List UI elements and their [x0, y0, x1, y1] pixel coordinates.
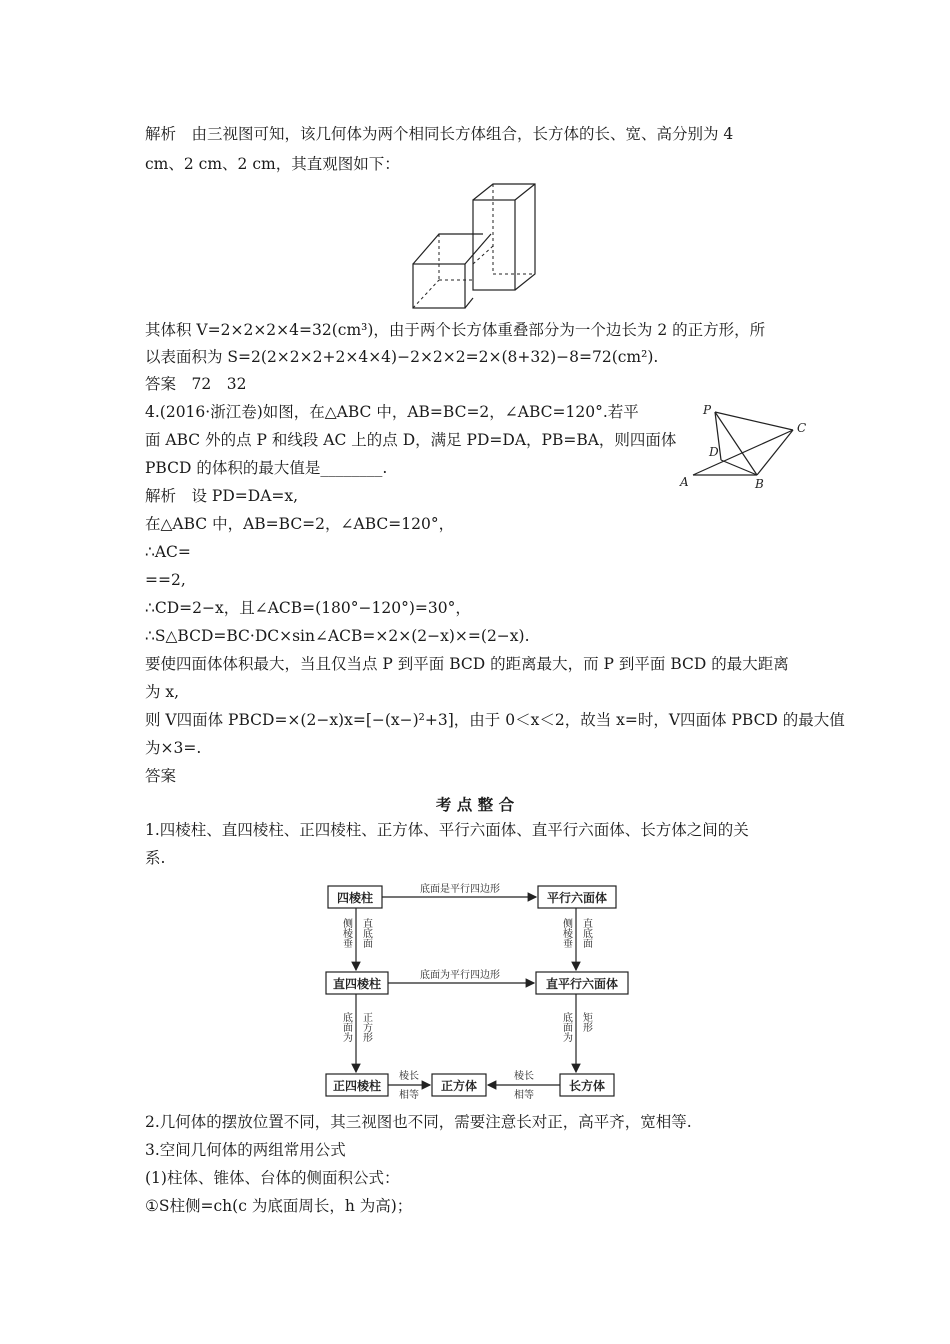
analysis2-line2: 在△ABC 中，AB=BC=2，∠ABC=120°，: [145, 515, 455, 533]
analysis2-line4: ==2,: [145, 571, 186, 589]
edge-right-top-a: 侧棱垂: [560, 918, 572, 948]
analysis2-line3: ∴AC=: [145, 543, 191, 561]
edge-bottom-right-b: 相等: [514, 1090, 534, 1100]
analysis2-line10: 为×3=.: [145, 739, 202, 757]
item2: 2.几何体的摆放位置不同，其三视图也不同，需要注意长对正，高平齐，宽相等.: [145, 1113, 692, 1131]
item1-line1: 1.四棱柱、直四棱柱、正四棱柱、正方体、平行六面体、直平行六面体、长方体之间的关: [145, 821, 749, 839]
edge-left-top-b: 直底面: [360, 918, 372, 948]
volume-line1: 其体积 V=2×2×2×4=32(cm³)，由于两个长方体重叠部分为一个边长为 2 的正方形，所: [145, 321, 766, 339]
node-regular-prism4-label: 正四棱柱: [332, 1079, 382, 1093]
label-a: A: [680, 475, 689, 489]
analysis1-line2: cm、2 cm、2 cm，其直观图如下：: [145, 155, 400, 173]
edge-left-bottom-a: 底面为: [340, 1012, 352, 1042]
analysis2-line5: ∴CD=2−x，且∠ACB=(180°−120°)=30°，: [145, 599, 471, 617]
item3: 3.空间几何体的两组常用公式: [145, 1141, 346, 1159]
edge-right-bottom-a: 底面为: [560, 1012, 572, 1042]
analysis1-line1: 解析 由三视图可知，该几何体为两个相同长方体组合，长方体的长、宽、高分别为 4: [145, 125, 734, 143]
label-b: B: [755, 477, 764, 490]
problem4-line2: 面 ABC 外的点 P 和线段 AC 上的点 D，满足 PD=DA，PB=BA，则四面体: [145, 431, 677, 449]
edge-middle-label: 底面为平行四边形: [420, 970, 500, 981]
problem4-line1: 4.(2016·浙江卷)如图，在△ABC 中，AB=BC=2，∠ABC=120°.若平: [145, 403, 639, 421]
problem4-line3: PBCD 的体积的最大值是________.: [145, 459, 388, 477]
edge-right-top-b: 直底面: [580, 918, 592, 948]
tetrahedron-figure: [675, 400, 815, 490]
node-right-prism4-label: 直四棱柱: [332, 977, 382, 991]
volume-line2: 以表面积为 S=2(2×2×2+2×4×4)−2×2×2=2×(8+32)−8=72(cm²).: [145, 348, 659, 366]
item3-1: (1)柱体、锥体、台体的侧面积公式：: [145, 1169, 400, 1187]
node-right-parallelepiped-label: 直平行六面体: [545, 977, 619, 991]
edge-bottom-right-a: 棱长: [514, 1071, 534, 1082]
edge-right-bottom-b: 矩形: [580, 1012, 592, 1032]
edge-top-label: 底面是平行四边形: [420, 884, 500, 895]
analysis2-line1: 解析 设 PD=DA=x,: [145, 487, 299, 505]
node-parallelepiped-label: 平行六面体: [546, 891, 608, 905]
box-figure: [405, 180, 550, 312]
flowchart: [320, 880, 640, 1100]
node-prism4-label: 四棱柱: [336, 891, 374, 905]
answer1: 答案 72 32: [145, 375, 247, 393]
label-d: D: [709, 445, 719, 459]
section-title: 考 点 整 合: [435, 795, 515, 814]
analysis2-line6: ∴S△BCD=BC·DC×sin∠ACB=×2×(2−x)×=(2−x).: [145, 627, 530, 645]
answer2: 答案: [145, 767, 177, 785]
label-p: P: [703, 403, 712, 417]
analysis2-line7: 要使四面体体积最大，当且仅当点 P 到平面 BCD 的距离最大，而 P 到平面 BCD 的最大距离: [145, 655, 789, 673]
item1-line2: 系.: [145, 849, 166, 867]
label-c: C: [797, 421, 807, 435]
node-cuboid-label: 长方体: [568, 1079, 606, 1093]
item3-2: ①S柱侧=ch(c 为底面周长，h 为高)；: [145, 1197, 413, 1215]
analysis2-line9: 则 V四面体 PBCD=×(2−x)x=[−(x−)²+3]，由于 0＜x＜2，故当 x=时，V四面体 PBCD 的最大值: [145, 711, 845, 729]
node-cube-label: 正方体: [440, 1079, 478, 1093]
edge-bottom-left-b: 相等: [399, 1090, 419, 1100]
edge-left-top-a: 侧棱垂: [340, 918, 352, 948]
analysis2-line8: 为 x,: [145, 683, 180, 701]
edge-left-bottom-b: 正方形: [360, 1012, 372, 1042]
edge-bottom-left-a: 棱长: [399, 1071, 419, 1082]
